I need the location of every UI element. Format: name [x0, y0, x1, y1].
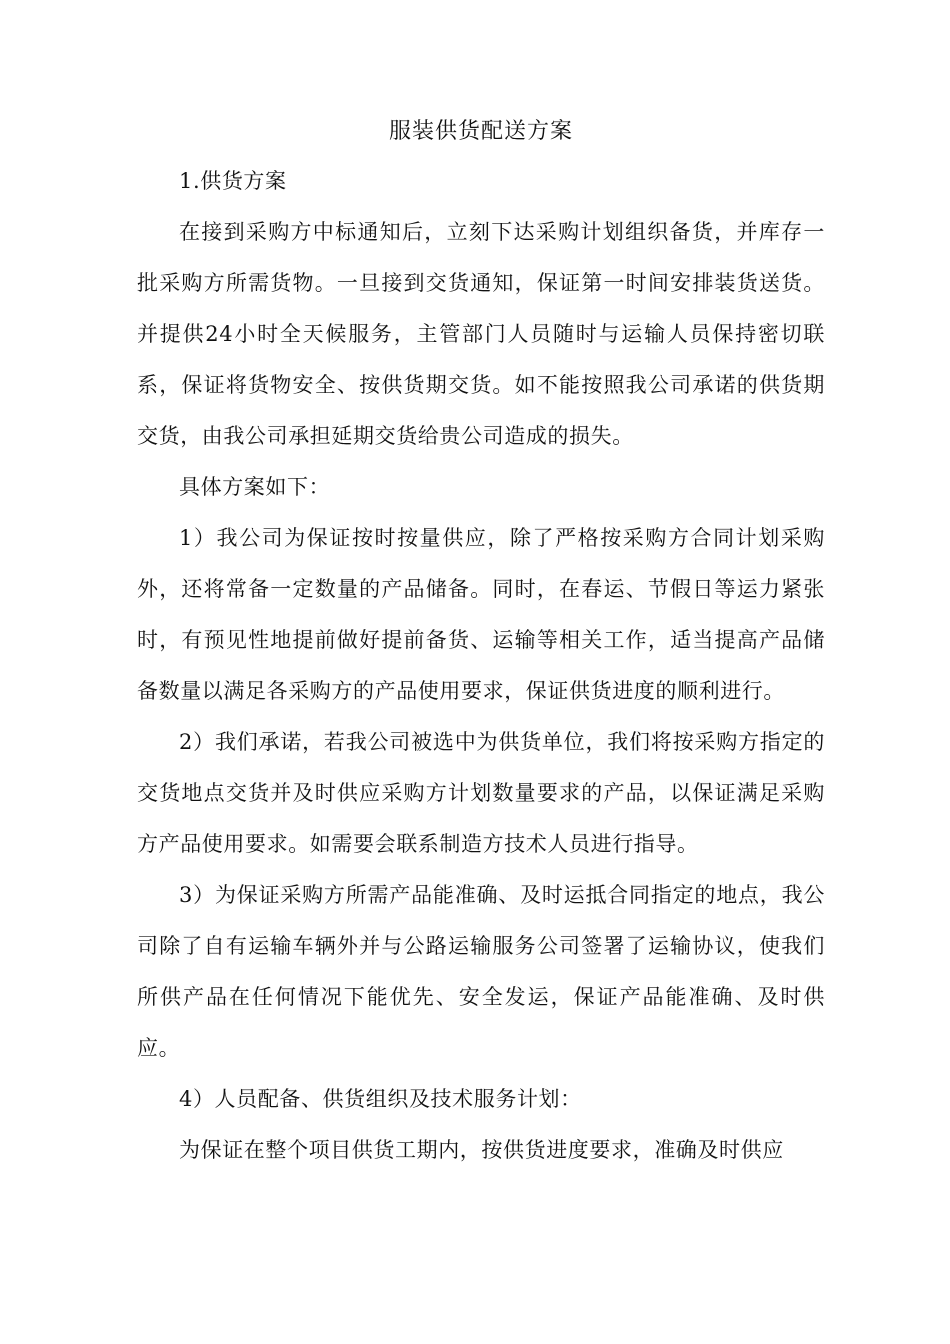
document-title: 服装供货配送方案: [388, 119, 573, 144]
paragraph-item-3: 3）为保证采购方所需产品能准确、及时运抵合同指定的地点，我公司除了自有运输车辆外并与公路运输服务公司签署了运输协议，使我们所供产品在任何情况下能优先、安全发运，保证产品能准确、及时供应。: [137, 883, 825, 1060]
paragraph-staffing-intro: 为保证在整个项目供货工期内，按供货进度要求，准确及时供应: [179, 1138, 784, 1162]
paragraph-supply-commitment: 在接到采购方中标通知后，立刻下达采购计划组织备货，并库存一批采购方所需货物。一旦接到交货通知，保证第一时间安排装货送货。并提供24小时全天候服务，主管部门人员随时与运输人员保持密切联系，保证将货物安全、按供货期交货。如不能按照我公司承诺的供货期交货，由我公司承担延期交货给贵公司造成的损失。: [137, 220, 825, 448]
document-body: [137, 112, 825, 1176]
section-heading-supply-plan: 1.供货方案: [179, 169, 287, 193]
paragraph-item-4: 4）人员配备、供货组织及技术服务计划：: [179, 1087, 582, 1111]
paragraph-plan-intro: 具体方案如下：: [179, 475, 331, 499]
paragraph-item-1: 1）我公司为保证按时按量供应，除了严格按采购方合同计划采购外，还将常备一定数量的产品储备。同时，在春运、节假日等运力紧张时，有预见性地提前做好提前备货、运输等相关工作，适当提高产品储备数量以满足各采购方的产品使用要求，保证供货进度的顺利进行。: [137, 526, 825, 703]
paragraph-item-2: 2）我们承诺，若我公司被选中为供货单位，我们将按采购方指定的交货地点交货并及时供应采购方计划数量要求的产品，以保证满足采购方产品使用要求。如需要会联系制造方技术人员进行指导。: [137, 730, 825, 856]
